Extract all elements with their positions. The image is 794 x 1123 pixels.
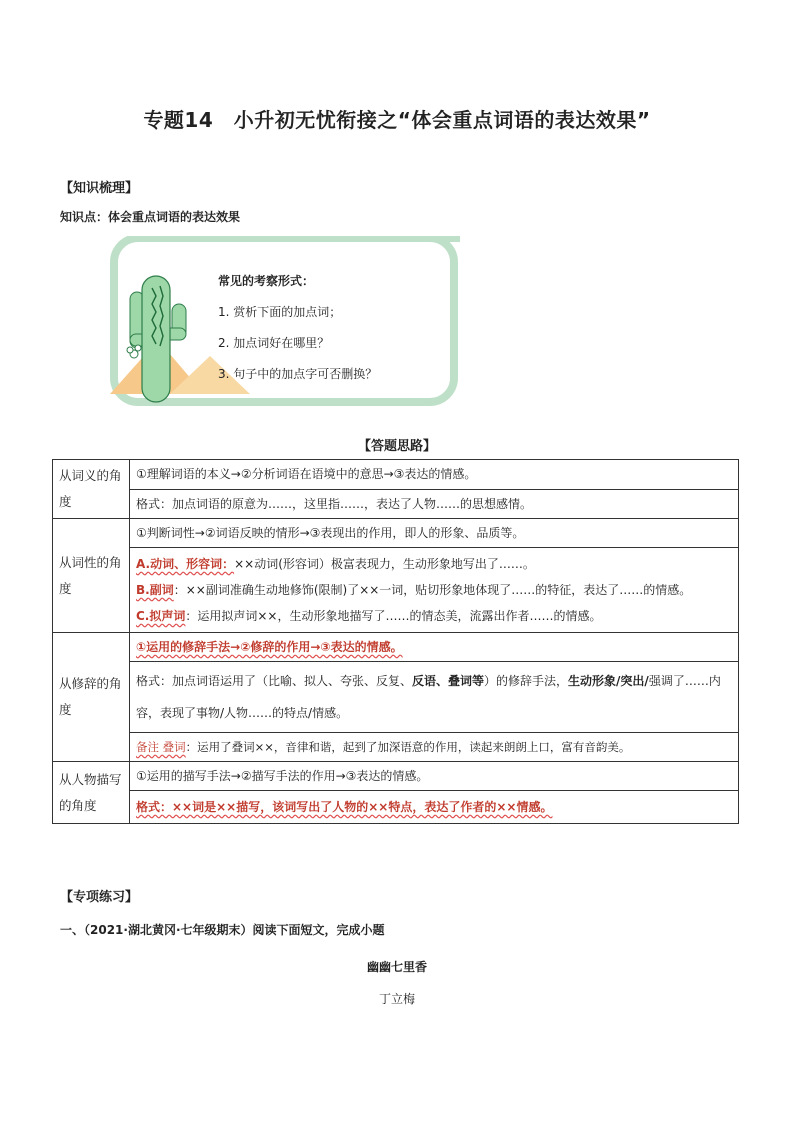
tag-adverb: B.副词 — [136, 583, 174, 597]
text-verb-adj: ××动词(形容词）极富表现力，生动形象地写出了……。 — [234, 557, 535, 571]
card-text — [218, 266, 377, 390]
tag-verb-adj: A.动词、形容词： — [136, 557, 235, 571]
table-row — [53, 791, 739, 824]
table-cell — [130, 662, 739, 733]
rhetoric-format: 强调了……内容，表现了事物/人物……的特点/情感。 — [136, 674, 721, 720]
table-cell — [130, 791, 739, 824]
section-heading-practice: 【专项练习】 — [60, 890, 139, 905]
rhetoric-steps: ①运用的修辞手法→②修辞的作用→③表达的情感。 — [136, 640, 403, 654]
table-row — [53, 548, 739, 633]
page-title: 专题14 小升初无忧衔接之“体会重点词语的表达效果” — [143, 108, 651, 132]
table-row — [53, 460, 739, 490]
table-cell: ①理解词语的本义→②分析词语在语境中的意思→③表达的情感。 — [130, 460, 739, 490]
knowledge-point: 知识点：体会重点词语的表达效果 — [60, 210, 241, 224]
rhetoric-format-bold: 生动形象/突出/ — [568, 674, 649, 688]
row-label-meaning: 从词义的角度 — [53, 460, 130, 519]
card-item: 1. 赏析下面的加点词； — [218, 305, 342, 319]
table-row — [53, 489, 739, 519]
table-row — [53, 733, 739, 762]
tag-onomatopoeia: C.拟声词 — [136, 609, 186, 623]
section-heading-knowledge: 【知识梳理】 — [60, 181, 139, 196]
card-item: 2. 加点词好在哪里？ — [218, 336, 330, 350]
question-1: 一、（2021·湖北黄冈·七年级期末）阅读下面短文，完成小题 — [60, 923, 385, 937]
rhetoric-format: 格式：加点词语运用了（比喻、拟人、夸张、反复、 — [136, 674, 413, 688]
table-cell: ①运用的描写手法→②描写手法的作用→③表达的情感。 — [130, 762, 739, 791]
rhetoric-format: ）的修辞手法， — [484, 674, 569, 688]
card-heading: 常见的考察形式： — [218, 274, 315, 288]
card-frame-tab — [350, 236, 460, 242]
table-cell — [130, 633, 739, 662]
article-author: 丁立梅 — [378, 992, 415, 1006]
row-label-character: 从人物描写的角度 — [53, 762, 130, 824]
note-reduplication-text: ：运用了叠词××，音律和谐，起到了加深语意的作用，读起来朗朗上口，富有音韵美。 — [185, 740, 631, 754]
table-cell: ①判断词性→②词语反映的情形→③表现出的作用，即人的形象、品质等。 — [130, 519, 739, 548]
table-row — [53, 662, 739, 733]
section-heading-answer: 【答题思路】 — [357, 439, 436, 454]
table-cell — [130, 548, 739, 633]
character-format: 格式：××词是××描写，该词写出了人物的××特点，表达了作者的××情感。 — [136, 800, 553, 814]
text-adverb: ：××副词准确生动地修饰(限制)了××一词，贴切形象地体现了……的特征，表达了……的情感。 — [173, 583, 692, 597]
note-reduplication-tag: 备注 叠词 — [136, 740, 186, 754]
table-cell — [130, 733, 739, 762]
row-label-part-of-speech: 从词性的角度 — [53, 519, 130, 633]
article-title: 幽幽七里香 — [366, 960, 427, 974]
text-onomatopoeia: ：运用拟声词××，生动形象地描写了……的情态美，流露出作者……的情感。 — [185, 609, 602, 623]
card-item: 3. 句子中的加点字可否删换？ — [218, 367, 378, 381]
row-label-rhetoric: 从修辞的角度 — [53, 633, 130, 762]
rhetoric-format-bold: 反语、叠词等 — [412, 674, 485, 688]
table-row — [53, 633, 739, 662]
answer-method-table — [52, 459, 739, 824]
table-cell: 格式：加点词语的原意为……，这里指……，表达了人物……的思想感情。 — [130, 489, 739, 519]
table-row — [53, 519, 739, 548]
table-row — [53, 762, 739, 791]
